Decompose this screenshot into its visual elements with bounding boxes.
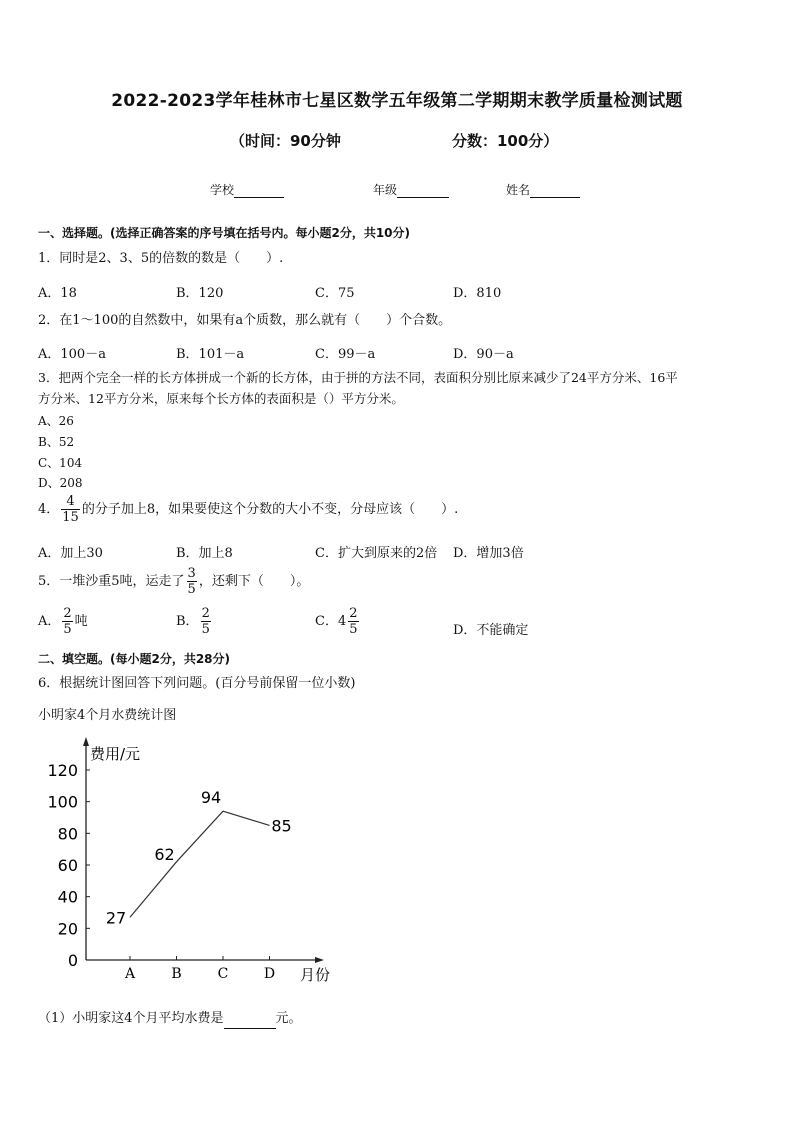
y-tick-label: 0 [67,951,78,970]
series-line [130,811,270,917]
y-axis-label: 费用/元 [90,745,141,763]
exam-time: （时间：90分钟 [230,132,341,150]
q4-option-b: B．加上8 [176,546,233,561]
q3-option-b: B、52 [38,435,75,449]
water-fee-line-chart [30,735,350,995]
x-tick-label: D [263,966,276,982]
data-label: 62 [154,844,175,864]
q5-option-d: D．不能确定 [453,623,529,638]
data-label: 27 [105,908,127,928]
x-axis-arrow [315,957,324,963]
q3-option-c: C、104 [38,456,83,470]
q5-option-b: B． $\frac{2}{5}$ [176,606,210,637]
q2-option-a: A．100－a [38,347,106,362]
q3-option-a: A、26 [38,414,74,428]
x-axis-label: 月份 [300,966,331,984]
x-tick-label: C [217,966,229,982]
question-1: 1．同时是2、3、5的倍数的数是（ ）. [38,251,284,266]
question-3-line-1: 3．把两个完全一样的长方体拼成一个新的长方体，由于拼的方法不同，表面积分别比原来减少了24平方分米、16平 [38,370,678,385]
question-6: 6．根据统计图回答下列问题。(百分号前保留一位小数) [38,676,356,691]
q1-option-b: B．120 [176,286,224,301]
q1-option-c: C．75 [315,286,355,301]
q4-fraction: $\frac{4}{15}$ [62,494,79,525]
y-tick-label: 20 [57,919,78,939]
q5-option-c: C．4 $\frac{2}{5}$ [315,606,358,637]
data-label: 94 [200,788,222,808]
exam-score: 分数：100分） [452,132,559,150]
section-choice-heading: 一、选择题。(选择正确答案的序号填在括号内。每小题2分，共10分) [38,226,411,240]
y-axis-arrow [83,737,89,746]
section-fill-heading: 二、填空题。(每小题2分，共28分) [38,652,231,666]
school-field: 学校 [210,181,284,198]
y-tick-label: 80 [57,824,78,844]
answer-blank[interactable] [224,1014,276,1029]
q2-option-c: C．99－a [315,347,376,362]
exam-title: 2022-2023学年桂林市七星区数学五年级第二学期期末教学质量检测试题 [111,91,683,111]
data-label: 85 [271,816,292,836]
q2-option-b: B．101－a [176,347,245,362]
question-3-line-2: 方分米、12平方分米，原来每个长方体的表面积是（）平方分米。 [38,391,404,406]
q4-option-d: D．增加3倍 [453,546,524,561]
q5-fraction: $\frac{3}{5}$ [187,566,196,597]
q1-option-d: D．810 [453,286,502,301]
q2-option-d: D．90－a [453,347,514,362]
q5-option-a: A． $\frac{2}{5}$ 吨 [38,606,88,637]
q4-option-a: A．加上30 [38,546,103,561]
y-tick-label: 100 [47,792,78,812]
y-tick-label: 40 [57,887,78,907]
grade-field: 年级 [373,181,449,198]
y-tick-label: 60 [57,856,78,875]
chart-caption: 小明家4个月水费统计图 [38,708,177,723]
question-2: 2．在1～100的自然数中，如果有a个质数，那么就有（ ）个合数。 [38,313,452,328]
question-6-sub-1: （1）小明家这4个月平均水费是 元。 [38,1009,302,1029]
x-tick-label: A [124,966,136,982]
question-4: 4． $\frac{4}{15}$ 的分子加上8，如果要使这个分数的大小不变，分母应该（ ）. [38,494,459,525]
y-tick-label: 120 [47,761,78,780]
q3-option-d: D、208 [38,476,83,490]
x-tick-label: B [171,966,182,982]
q4-option-c: C．扩大到原来的2倍 [315,546,438,561]
name-field: 姓名 [506,181,580,198]
question-5: 5．一堆沙重5吨，运走了 $\frac{3}{5}$ ，还剩下（ ）。 [38,566,310,597]
q1-option-a: A．18 [38,286,77,301]
